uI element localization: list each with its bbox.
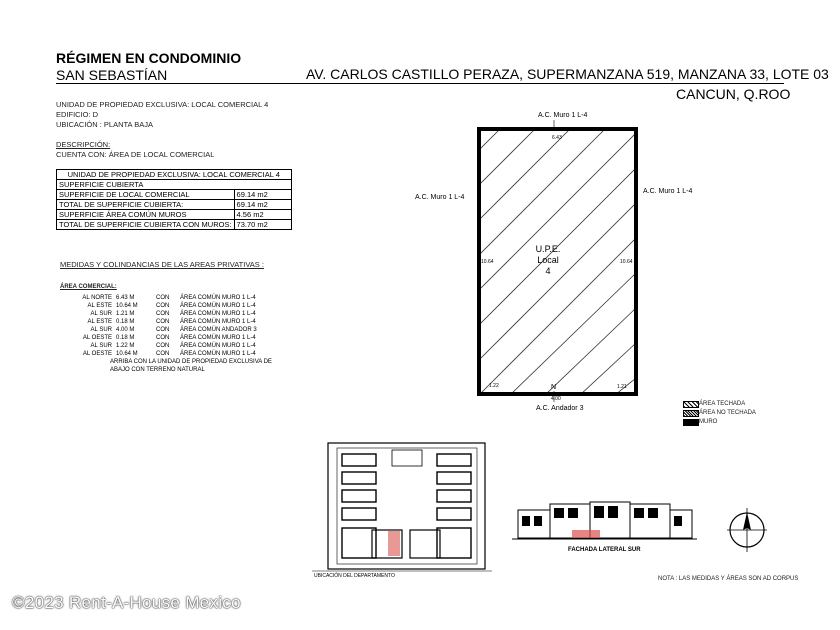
list-item: AL NORTE 6.43 M CON ÁREA COMÚN MURO 1 L-4	[82, 295, 256, 301]
row-value: 4.56 m2	[234, 210, 291, 220]
unit-line-3: UBICACIÓN : PLANTA BAJA	[56, 120, 153, 129]
north-arrow-icon	[723, 506, 771, 554]
legend-unroofed-label: ÁREA NO TECHADA	[699, 410, 756, 416]
surface-table	[56, 169, 292, 230]
surface-table-subheader: SUPERFICIE CUBIERTA	[57, 180, 292, 190]
list-item: AL ESTE 0.18 M CON ÁREA COMÚN MURO 1 L-4	[87, 319, 256, 325]
measurements-note: NOTA : LAS MEDIDAS Y ÁREAS SON AD CORPUS	[658, 576, 799, 582]
row-value: 69.14 m2	[234, 190, 291, 200]
row-value: 69.14 m2	[234, 200, 291, 210]
facade-drawing	[512, 496, 697, 560]
legend-roofed-label: ÁREA TECHADA	[699, 401, 746, 407]
medidas-title: MEDIDAS Y COLINDANCIAS DE LAS AREAS PRIVATIVAS :	[60, 260, 264, 269]
legend-roofed-swatch	[683, 401, 699, 408]
legend-wall-swatch	[683, 419, 699, 426]
unit-line-2: EDIFICIO: D	[56, 110, 99, 119]
description-text: CUENTA CON: ÁREA DE LOCAL COMERCIAL	[56, 150, 215, 159]
row-label: SUPERFICIE ÁREA COMÚN MUROS	[57, 210, 235, 220]
row-value: 73.70 m2	[234, 220, 291, 230]
row-label: TOTAL DE SUPERFICIE CUBIERTA:	[57, 200, 235, 210]
list-item: AL ESTE 10.64 M CON ÁREA COMÚN MURO 1 L-4	[87, 303, 256, 309]
center-label-2: Local	[537, 255, 559, 265]
list-item: AL SUR 1.21 M CON ÁREA COMÚN MURO 1 L-4	[90, 311, 256, 317]
facade-caption: FACHADA LATERAL SUR	[568, 547, 641, 553]
document-title: RÉGIMEN EN CONDOMINIO	[56, 50, 242, 66]
city: CANCUN, Q.ROO	[676, 86, 791, 102]
highlighted-unit	[572, 530, 600, 538]
legend-unroofed-swatch	[683, 410, 699, 417]
unit-line-1: UNIDAD DE PROPIEDAD EXCLUSIVA: LOCAL COMERCIAL 4	[56, 100, 269, 109]
north-label: N	[551, 384, 557, 391]
medidas-list	[60, 294, 272, 374]
surface-table-header: UNIDAD DE PROPIEDAD EXCLUSIVA: LOCAL COMERCIAL 4	[57, 170, 292, 180]
condominium-name: SAN SEBASTÍAN	[56, 67, 168, 83]
commercial-area-label: ÁREA COMERCIAL:	[60, 284, 117, 290]
center-label-1: U.P.E.	[535, 244, 561, 254]
floor-plan-drawing	[400, 110, 710, 415]
row-label: SUPERFICIE DE LOCAL COMERCIAL	[57, 190, 235, 200]
label-right: A.C. Muro 1 L-4	[643, 188, 693, 195]
list-item: AL OESTE 10.64 M CON ÁREA COMÚN MURO 1 L-4	[82, 351, 256, 357]
address: AV. CARLOS CASTILLO PERAZA, SUPERMANZANA 519, MANZANA 33, LOTE 03	[306, 66, 829, 82]
site-caption: UBICACIÓN DEL DEPARTAMENTO	[314, 573, 395, 579]
list-item: AL SUR 1.22 M CON ÁREA COMÚN MURO 1 L-4	[90, 343, 256, 349]
table-row	[57, 190, 292, 200]
dim-bottom: 4.00	[551, 396, 561, 402]
table-row	[57, 210, 292, 220]
row-label: TOTAL DE SUPERFICIE CUBIERTA CON MUROS:	[57, 220, 235, 230]
label-left: A.C. Muro 1 L-4	[415, 194, 465, 201]
list-item: AL OESTE 0.18 M CON ÁREA COMÚN MURO 1 L-4	[82, 335, 256, 341]
dim-top: 6.43	[552, 135, 562, 141]
legend-wall-label: MURO	[699, 419, 718, 425]
dim-left: 10.64	[481, 259, 494, 265]
center-label-3: 4	[545, 266, 551, 276]
table-row	[57, 200, 292, 210]
highlighted-unit	[388, 531, 400, 556]
dim-right: 10.64	[620, 259, 633, 265]
list-item: AL SUR 4.00 M CON ÁREA COMÚN ANDADOR 3	[90, 327, 257, 333]
dim-bottom-right: 1.21	[617, 384, 627, 390]
header-underline	[56, 83, 784, 84]
watermark: ©2023 Rent-A-House Mexico	[12, 593, 241, 612]
medidas-note-2: ABAJO CON TERRENO NATURAL	[110, 367, 205, 373]
table-row	[57, 220, 292, 230]
description-label: DESCRIPCIÓN:	[56, 140, 111, 149]
site-plan-drawing	[312, 440, 492, 579]
label-bottom: A.C. Andador 3	[536, 405, 584, 412]
label-top: A.C. Muro 1 L-4	[538, 112, 588, 119]
medidas-note-1: ARRIBA CON LA UNIDAD DE PROPIEDAD EXCLUSIVA DE	[110, 359, 272, 365]
dim-bottom-left: 1.22	[489, 383, 499, 389]
